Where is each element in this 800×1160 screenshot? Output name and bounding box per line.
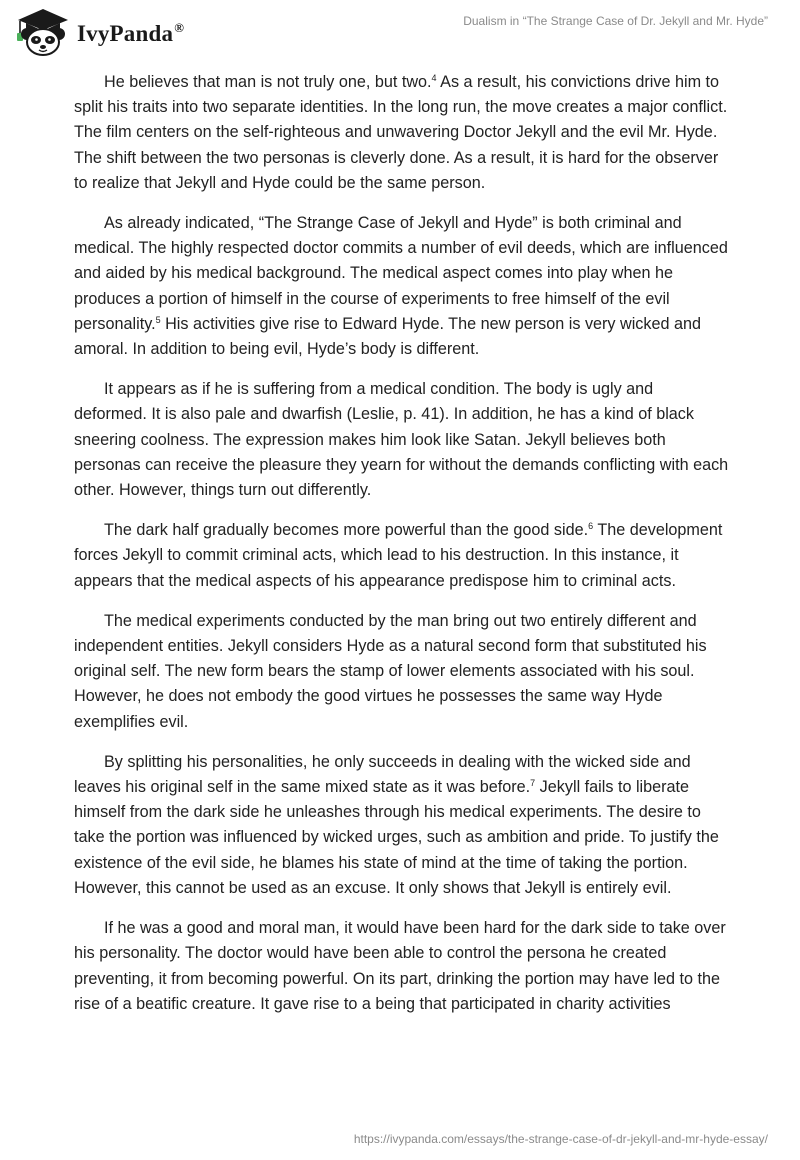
paragraph: The medical experiments conducted by the man bring out two entirely different and independent entities. Jekyll considers Hyde as a natural second form that substituted his original self. The new form bears the stamp of lower elements associated with his soul. However, he does not embody the good virtues he possesses the same way Hyde exemplifies evil. xyxy=(74,611,707,731)
ivypanda-logo[interactable] xyxy=(14,8,224,56)
logo-wordmark xyxy=(77,20,184,47)
footnote-ref[interactable]: 6 xyxy=(588,521,594,532)
paragraph: By splitting his personalities, he only succeeds in dealing with the wicked side and leaves his original self in the same mixed state as it was before.$^7$ Jekyll fails to liberate himself from the dark side he unleashes through his medical experiments. The desire to take the portion was influenced by wicked urges, such as ambition and pride. To justify the existence of the evil side, he blames his state of mind at the time of taking the portion. However, this cannot be used as an excuse. It only shows that Jekyll is entirely evil. xyxy=(74,752,719,897)
footnote-ref[interactable]: 7 xyxy=(530,778,536,789)
registered-mark: ® xyxy=(174,20,185,35)
page-header xyxy=(0,0,800,62)
panda-graduation-cap-icon xyxy=(14,8,72,56)
footnote-ref[interactable]: 4 xyxy=(431,73,437,83)
essay-body xyxy=(74,70,730,1032)
source-url[interactable]: https://ivypanda.com/essays/the-strange-case-of-dr-jekyll-and-mr-hyde-essay/ xyxy=(353,1132,768,1146)
brand-name: IvyPanda xyxy=(77,21,174,46)
paragraph: As already indicated, “The Strange Case of Jekyll and Hyde” is both criminal and medical. The highly respected doctor commits a number of evil deeds, which are influenced and aided by his medical background. The medical aspect comes into play when he produces a portion of himself in the course of experiments to free himself of the evil personality.$^5$ His activities give rise to Edward Hyde. The new person is very wicked and amoral. In addition to being evil, Hyde’s body is different. xyxy=(74,214,728,359)
paragraph: If he was a good and moral man, it would have been hard for the dark side to take over his personality. The doctor would have been able to control the persona he created preventing, it from becoming powerful. On its part, drinking the portion may have led to the rise of a beatific creature. It gave rise to a being that participated in charity activities xyxy=(74,919,726,1013)
paragraph: The dark half gradually becomes more powerful than the good side.$^6$ The development forces Jekyll to commit criminal acts, which lead to his destruction. In this instance, it appears that the medical aspects of his appearance predispose him to criminal acts. xyxy=(74,521,723,590)
footnote-ref[interactable]: 5 xyxy=(155,314,161,325)
paragraph: He believes that man is not truly one, but two.$^4$ As a result, his convictions drive him to split his traits into two separate identities. In the long run, the move creates a major conflict. The film centers on the self-righteous and unwavering Doctor Jekyll and the evil Mr. Hyde. The shift between the two personas is cleverly done. As a result, it is hard for the observer to realize that Jekyll and Hyde could be the same person. xyxy=(74,73,728,192)
document-title: Dualism in “The Strange Case of Dr. Jekyll and Mr. Hyde” xyxy=(463,14,768,28)
paragraph: It appears as if he is suffering from a medical condition. The body is ugly and deformed. It is also pale and dwarfish (Leslie, p. 41). In addition, he has a kind of black sneering coolness. The expression makes him look like Satan. Jekyll believes both personas can receive the pleasure they yearn for without the demands conflicting with each other. However, things turn out differently. xyxy=(74,380,729,500)
